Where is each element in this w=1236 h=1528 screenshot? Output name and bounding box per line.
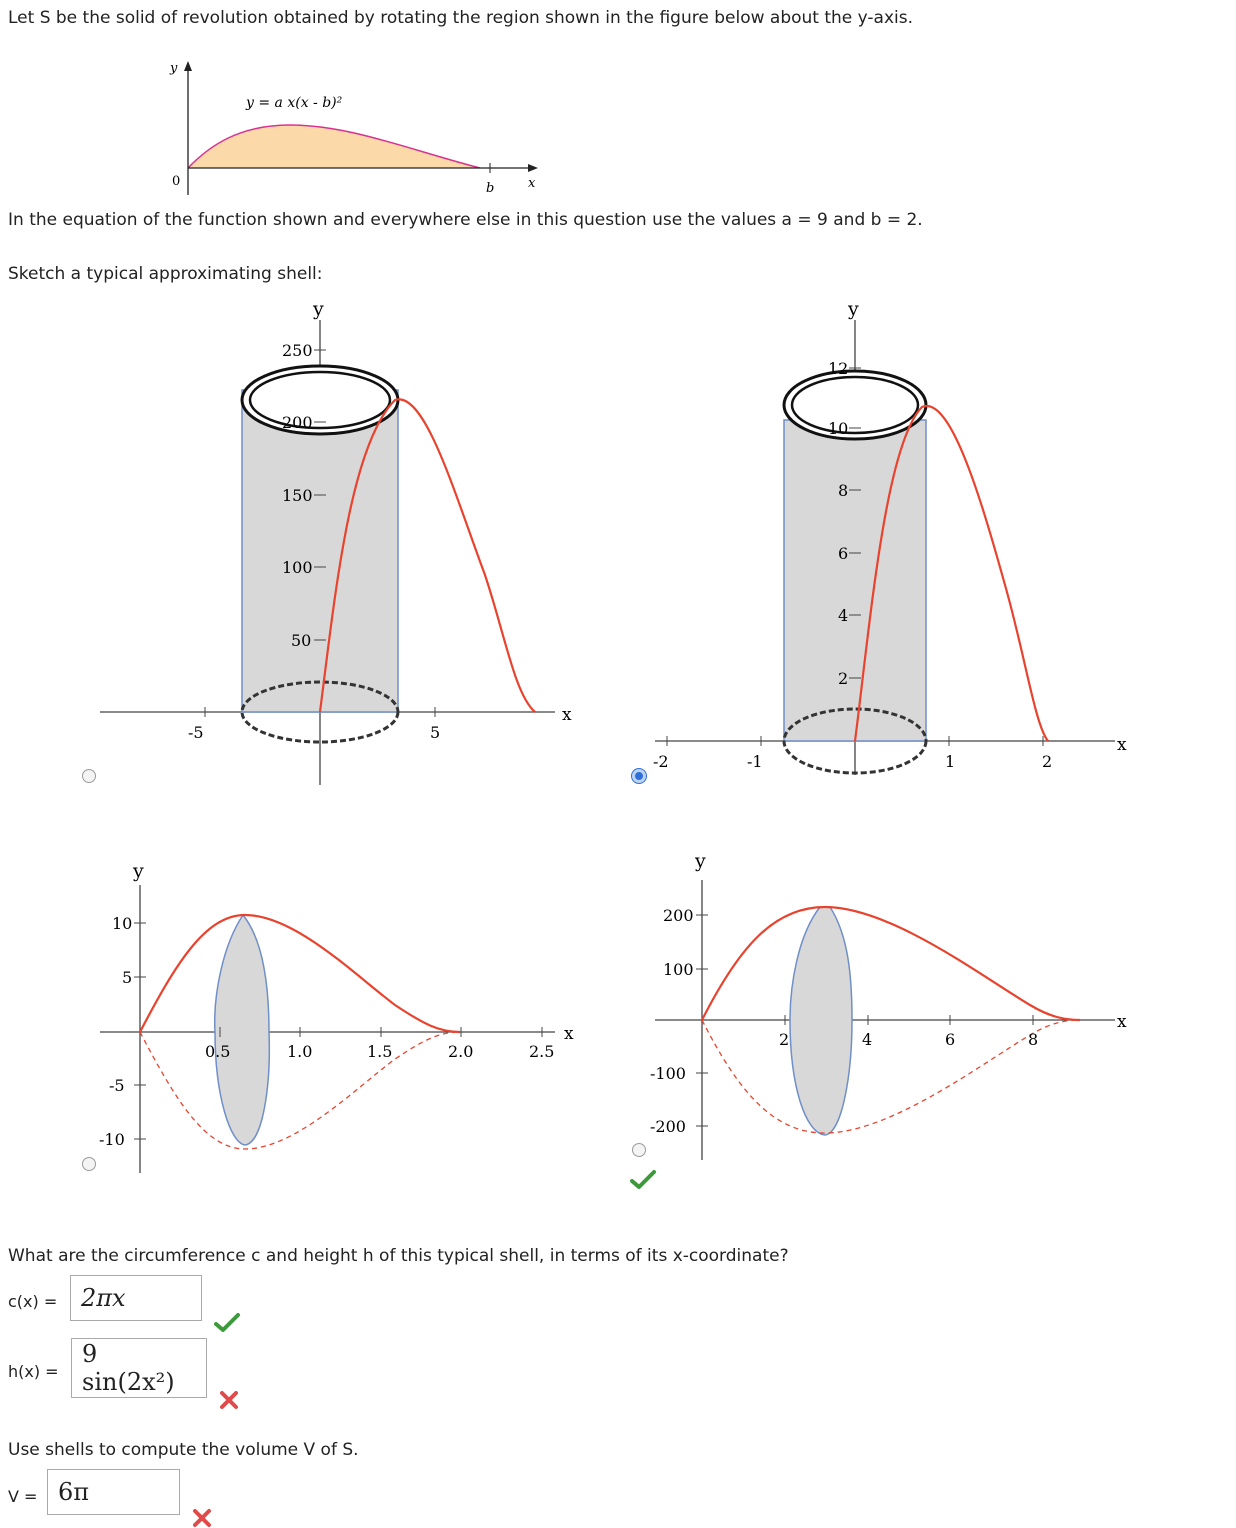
option-b-x-label: x xyxy=(1117,735,1127,755)
intro-text: Let S be the solid of revolution obtained by rotating the region shown in the figure below about the y-axis. xyxy=(8,8,914,28)
option-d-x-tick-1: 4 xyxy=(862,1030,873,1049)
c-correct-icon xyxy=(214,1313,240,1333)
option-d-radio[interactable] xyxy=(632,1143,646,1157)
option-a-graph[interactable] xyxy=(95,295,595,795)
option-c-shell xyxy=(215,915,270,1145)
v-answer-input[interactable] xyxy=(47,1469,180,1515)
h-answer-value: 9 sin(2x²) xyxy=(82,1340,175,1396)
option-c-x-label: x xyxy=(564,1024,574,1044)
option-a-shell-top-inner xyxy=(250,372,390,428)
option-a-shell-body xyxy=(242,390,398,712)
option-a-y-tick-0: 250 xyxy=(282,341,313,360)
sketch-prompt: Sketch a typical approximating shell: xyxy=(8,264,323,284)
v-answer-value: 6π xyxy=(58,1478,90,1506)
option-c-x-tick-3: 2.0 xyxy=(448,1042,474,1061)
option-b-graph[interactable] xyxy=(650,295,1150,795)
option-c-y-tick-3: -10 xyxy=(99,1130,125,1149)
option-b-x-tick-1: -1 xyxy=(747,752,763,771)
region-figure xyxy=(150,55,560,195)
v-label: V = xyxy=(8,1487,38,1506)
option-b-x-tick-2: 1 xyxy=(945,752,956,771)
option-d-y-label: y xyxy=(695,850,706,872)
region-x-label: x xyxy=(528,176,536,191)
option-c-x-tick-1: 1.0 xyxy=(287,1042,313,1061)
option-b-shell-top-inner xyxy=(792,377,918,433)
option-d-mirror-curve xyxy=(702,1020,1080,1133)
region-origin-label: 0 xyxy=(172,174,181,189)
option-b-y-tick-4: 4 xyxy=(838,606,849,625)
option-c-x-tick-2: 1.5 xyxy=(367,1042,393,1061)
option-a-y-tick-4: 50 xyxy=(291,631,312,650)
h-incorrect-icon xyxy=(219,1390,239,1410)
option-d-y-tick-0: 200 xyxy=(663,906,694,925)
option-d-y-tick-1: 100 xyxy=(663,960,694,979)
option-c-y-tick-1: 5 xyxy=(122,968,133,987)
option-b-y-tick-5: 2 xyxy=(838,669,849,688)
option-b-x-tick-0: -2 xyxy=(653,752,669,771)
option-b-shell-body xyxy=(784,420,926,741)
option-c-x-tick-0: 0.5 xyxy=(205,1042,231,1061)
values-sentence: In the equation of the function shown and everywhere else in this question use the values a = 9 and b = 2. xyxy=(8,210,923,230)
c-label: c(x) = xyxy=(8,1292,58,1311)
option-d-x-tick-0: 2 xyxy=(779,1030,790,1049)
option-d-y-tick-3: -200 xyxy=(650,1117,686,1136)
option-c-radio[interactable] xyxy=(82,1157,96,1171)
option-b-y-tick-0: 12 xyxy=(828,359,849,378)
option-b-y-tick-1: 10 xyxy=(828,419,849,438)
option-b-y-label: y xyxy=(848,298,859,320)
option-d-x-label: x xyxy=(1117,1012,1127,1032)
region-equation: y = a x(x - b)² xyxy=(246,95,343,111)
region-y-label: y xyxy=(170,61,178,76)
option-c-x-tick-4: 2.5 xyxy=(529,1042,555,1061)
h-answer-input[interactable] xyxy=(71,1338,207,1398)
h-label: h(x) = xyxy=(8,1362,59,1381)
region-fill xyxy=(188,125,480,168)
option-b-radio[interactable] xyxy=(632,769,646,783)
option-c-y-tick-2: -5 xyxy=(109,1076,125,1095)
option-a-y-label: y xyxy=(313,298,324,320)
option-b-y-tick-2: 8 xyxy=(838,481,849,500)
option-b-x-tick-3: 2 xyxy=(1042,752,1053,771)
option-d-x-tick-2: 6 xyxy=(945,1030,956,1049)
option-a-x-tick-1: 5 xyxy=(430,723,441,742)
option-c-graph[interactable] xyxy=(95,855,595,1185)
option-d-x-tick-3: 8 xyxy=(1028,1030,1039,1049)
option-c-y-label: y xyxy=(133,860,144,882)
option-d-curve xyxy=(702,907,1080,1020)
option-b-y-tick-3: 6 xyxy=(838,544,849,563)
option-c-curve xyxy=(140,915,460,1032)
option-d-y-tick-2: -100 xyxy=(650,1064,686,1083)
option-a-y-tick-3: 100 xyxy=(282,558,313,577)
option-d-shell xyxy=(790,907,852,1135)
option-a-x-label: x xyxy=(562,705,572,725)
option-d-graph[interactable] xyxy=(650,845,1150,1175)
option-a-y-tick-1: 200 xyxy=(282,413,313,432)
option-a-radio[interactable] xyxy=(82,769,96,783)
option-c-y-tick-0: 10 xyxy=(112,914,133,933)
volume-prompt: Use shells to compute the volume V of S. xyxy=(8,1440,359,1460)
c-answer-value: 2πx xyxy=(81,1284,126,1312)
v-incorrect-icon xyxy=(192,1508,212,1528)
option-a-y-tick-2: 150 xyxy=(282,486,313,505)
shell-question: What are the circumference c and height h of this typical shell, in terms of its x-coordinate? xyxy=(8,1246,789,1266)
c-answer-input[interactable] xyxy=(70,1275,202,1321)
option-a-x-tick-0: -5 xyxy=(188,723,204,742)
region-b-label: b xyxy=(486,181,495,196)
